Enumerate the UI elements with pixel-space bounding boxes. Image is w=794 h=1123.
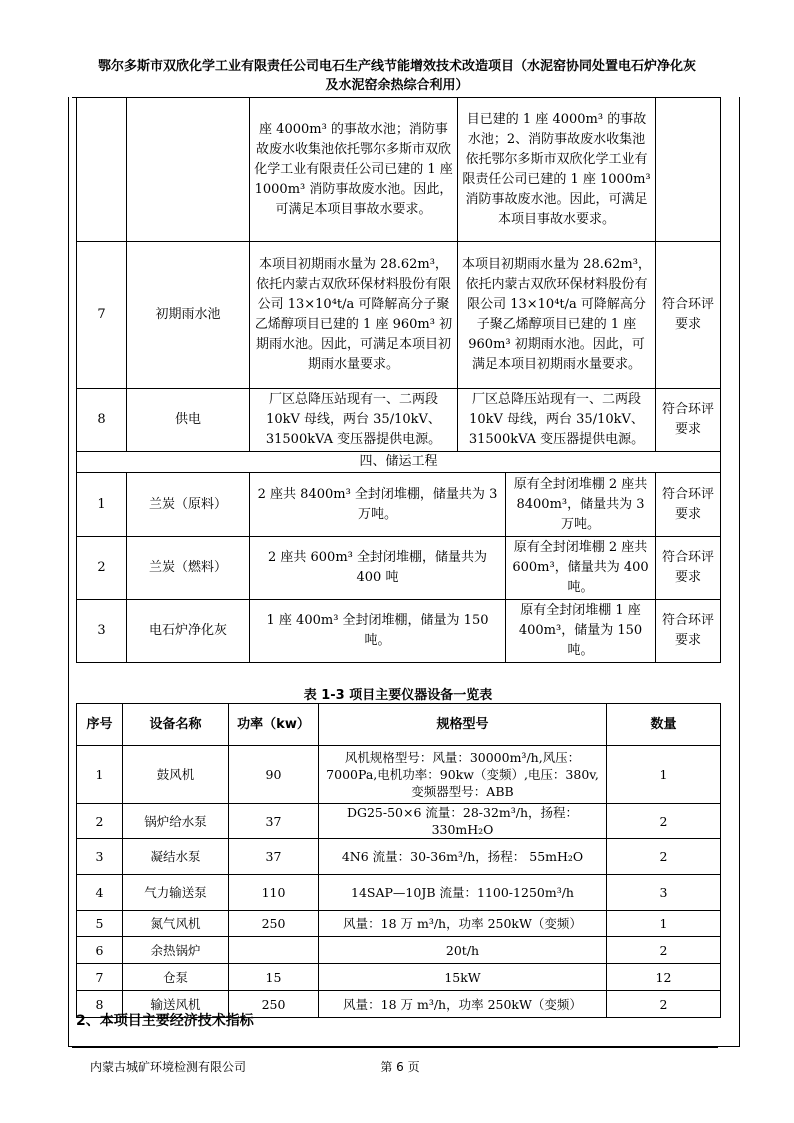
cell-result: 符合环评要求 [656, 600, 721, 663]
cell-no: 2 [77, 537, 127, 600]
table-row [77, 389, 721, 452]
cell-name: 供电 [127, 389, 250, 452]
cell-spec: 14SAP—10JB 流量：1100-1250m³/h [319, 875, 607, 911]
section-heading: 2、本项目主要经济技术指标 [76, 1013, 254, 1029]
table-row [77, 473, 721, 537]
cell-name: 余热锅炉 [123, 937, 229, 964]
section-header-row [77, 452, 721, 473]
cell-original: 本项目初期雨水量为 28.62m³，依托内蒙古双欣环保材料股份有限公司 13×10⁴t/a 可降解高分子聚乙烯醇项目已建的 1 座 960m³ 初期雨水池。因此，可满足本项目初期雨水量要求。 [458, 242, 656, 389]
table-row [77, 937, 721, 964]
cell-qty: 1 [607, 911, 721, 937]
cell-original: 目已建的 1 座 4000m³ 的事故水池；2、消防事故废水收集池依托鄂尔多斯市双欣化学工业有限责任公司已建的 1 座 1000m³ 消防事故废水池。因此，可满足本项目事故水要求。 [458, 98, 656, 242]
cell-result: 符合环评要求 [656, 389, 721, 452]
cell-no: 7 [77, 964, 123, 991]
header-power: 功率（kw） [229, 704, 319, 746]
table-header-row [77, 704, 721, 746]
cell-name: 凝结水泵 [123, 839, 229, 875]
header-spec: 规格型号 [319, 704, 607, 746]
table-caption: 表 1-3 项目主要仪器设备一览表 [303, 688, 493, 703]
cell-current: 2 座共 600m³ 全封闭堆棚，储量共为 400 吨 [250, 537, 506, 600]
cell-spec: 4N6 流量：30-36m³/h，扬程： 55mH₂O [319, 839, 607, 875]
header-no: 序号 [77, 704, 123, 746]
cell-spec: 15kW [319, 964, 607, 991]
cell-spec: 风量：18 万 m³/h，功率 250kW（变频） [319, 911, 607, 937]
cell-original: 原有全封闭堆棚 2 座共 8400m³，储量共为 3 万吨。 [506, 473, 656, 537]
table-row [77, 242, 721, 389]
footer-rule [72, 1047, 718, 1048]
cell-no: 3 [77, 839, 123, 875]
cell-spec: 风量：18 万 m³/h，功率 250kW（变频） [319, 991, 607, 1018]
header-title-line1: 鄂尔多斯市双欣化学工业有限责任公司电石生产线节能增效技术改造项目（水泥窑协同处置电石炉净化灰 [97, 59, 696, 74]
cell-power [229, 937, 319, 964]
cell-name: 气力输送泵 [123, 875, 229, 911]
table-row [77, 600, 721, 663]
cell-no: 2 [77, 804, 123, 839]
cell-original: 原有全封闭堆棚 2 座共 600m³，储量共为 400 吨。 [506, 537, 656, 600]
cell-power: 15 [229, 964, 319, 991]
cell-qty: 2 [607, 937, 721, 964]
cell-original: 厂区总降压站现有一、二两段 10kV 母线，两台 35/10kV、31500kVA 变压器提供电源。 [458, 389, 656, 452]
cell-no: 6 [77, 937, 123, 964]
cell-power: 90 [229, 746, 319, 804]
table-row [77, 98, 721, 242]
cell-no: 3 [77, 600, 127, 663]
header-qty: 数量 [607, 704, 721, 746]
footer-company: 内蒙古城矿环境检测有限公司 [90, 1060, 247, 1074]
cell-name: 输送风机 [123, 991, 229, 1018]
document-header [60, 57, 734, 95]
cell-name: 仓泵 [123, 964, 229, 991]
equipment-table [76, 703, 721, 1018]
cell-no: 4 [77, 875, 123, 911]
table-row [77, 875, 721, 911]
cell-no: 8 [77, 991, 123, 1018]
cell-spec: 风机规格型号：风量：30000m³/h,风压：7000Pa,电机功率：90kw（变频）,电压：380v,变频器型号：ABB [319, 746, 607, 804]
cell-no: 1 [77, 746, 123, 804]
header-name: 设备名称 [123, 704, 229, 746]
table-row [77, 839, 721, 875]
cell-no: 1 [77, 473, 127, 537]
cell-name: 电石炉净化灰 [127, 600, 250, 663]
cell-no: 8 [77, 389, 127, 452]
cell-result: 符合环评要求 [656, 242, 721, 389]
cell-power: 110 [229, 875, 319, 911]
cell-name: 锅炉给水泵 [123, 804, 229, 839]
cell-qty: 2 [607, 991, 721, 1018]
section-heading: 四、储运工程 [77, 452, 721, 473]
table-row [77, 804, 721, 839]
cell-qty: 12 [607, 964, 721, 991]
cell-current: 座 4000m³ 的事故水池；消防事故废水收集池依托鄂尔多斯市双欣化学工业有限责任公司已建的 1 座 1000m³ 消防事故废水池。因此，可满足本项目事故水要求。 [250, 98, 458, 242]
cell-qty: 3 [607, 875, 721, 911]
cell-qty: 2 [607, 839, 721, 875]
cell-qty: 1 [607, 746, 721, 804]
table-row [77, 911, 721, 937]
cell-result: 符合环评要求 [656, 473, 721, 537]
cell-no [77, 98, 127, 242]
cell-power: 250 [229, 991, 319, 1018]
project-comparison-table [76, 97, 721, 663]
cell-no: 5 [77, 911, 123, 937]
cell-result: 符合环评要求 [656, 537, 721, 600]
cell-original: 原有全封闭堆棚 1 座 400m³，储量为 150 吨。 [506, 600, 656, 663]
cell-current: 本项目初期雨水量为 28.62m³，依托内蒙古双欣环保材料股份有限公司 13×10⁴t/a 可降解高分子聚乙烯醇项目已建的 1 座 960m³ 初期雨水池。因此，可满足本项目初期雨水量要求。 [250, 242, 458, 389]
cell-current: 2 座共 8400m³ 全封闭堆棚，储量共为 3 万吨。 [250, 473, 506, 537]
page-number: 第 6 页 [380, 1060, 420, 1074]
cell-name: 兰炭（燃料） [127, 537, 250, 600]
cell-name: 兰炭（原料） [127, 473, 250, 537]
cell-current: 1 座 400m³ 全封闭堆棚，储量为 150 吨。 [250, 600, 506, 663]
cell-name: 氮气风机 [123, 911, 229, 937]
table-row [77, 746, 721, 804]
header-title-line2: 及水泥窑余热综合利用） [325, 78, 469, 93]
cell-name [127, 98, 250, 242]
cell-power: 37 [229, 839, 319, 875]
cell-no: 7 [77, 242, 127, 389]
table-row [77, 537, 721, 600]
cell-power: 250 [229, 911, 319, 937]
cell-name: 初期雨水池 [127, 242, 250, 389]
cell-result [656, 98, 721, 242]
table-row [77, 964, 721, 991]
cell-qty: 2 [607, 804, 721, 839]
cell-current: 厂区总降压站现有一、二两段 10kV 母线，两台 35/10kV、31500kVA 变压器提供电源。 [250, 389, 458, 452]
cell-power: 37 [229, 804, 319, 839]
cell-spec: 20t/h [319, 937, 607, 964]
cell-spec: DG25-50×6 流量：28-32m³/h，扬程： 330mH₂O [319, 804, 607, 839]
cell-name: 鼓风机 [123, 746, 229, 804]
